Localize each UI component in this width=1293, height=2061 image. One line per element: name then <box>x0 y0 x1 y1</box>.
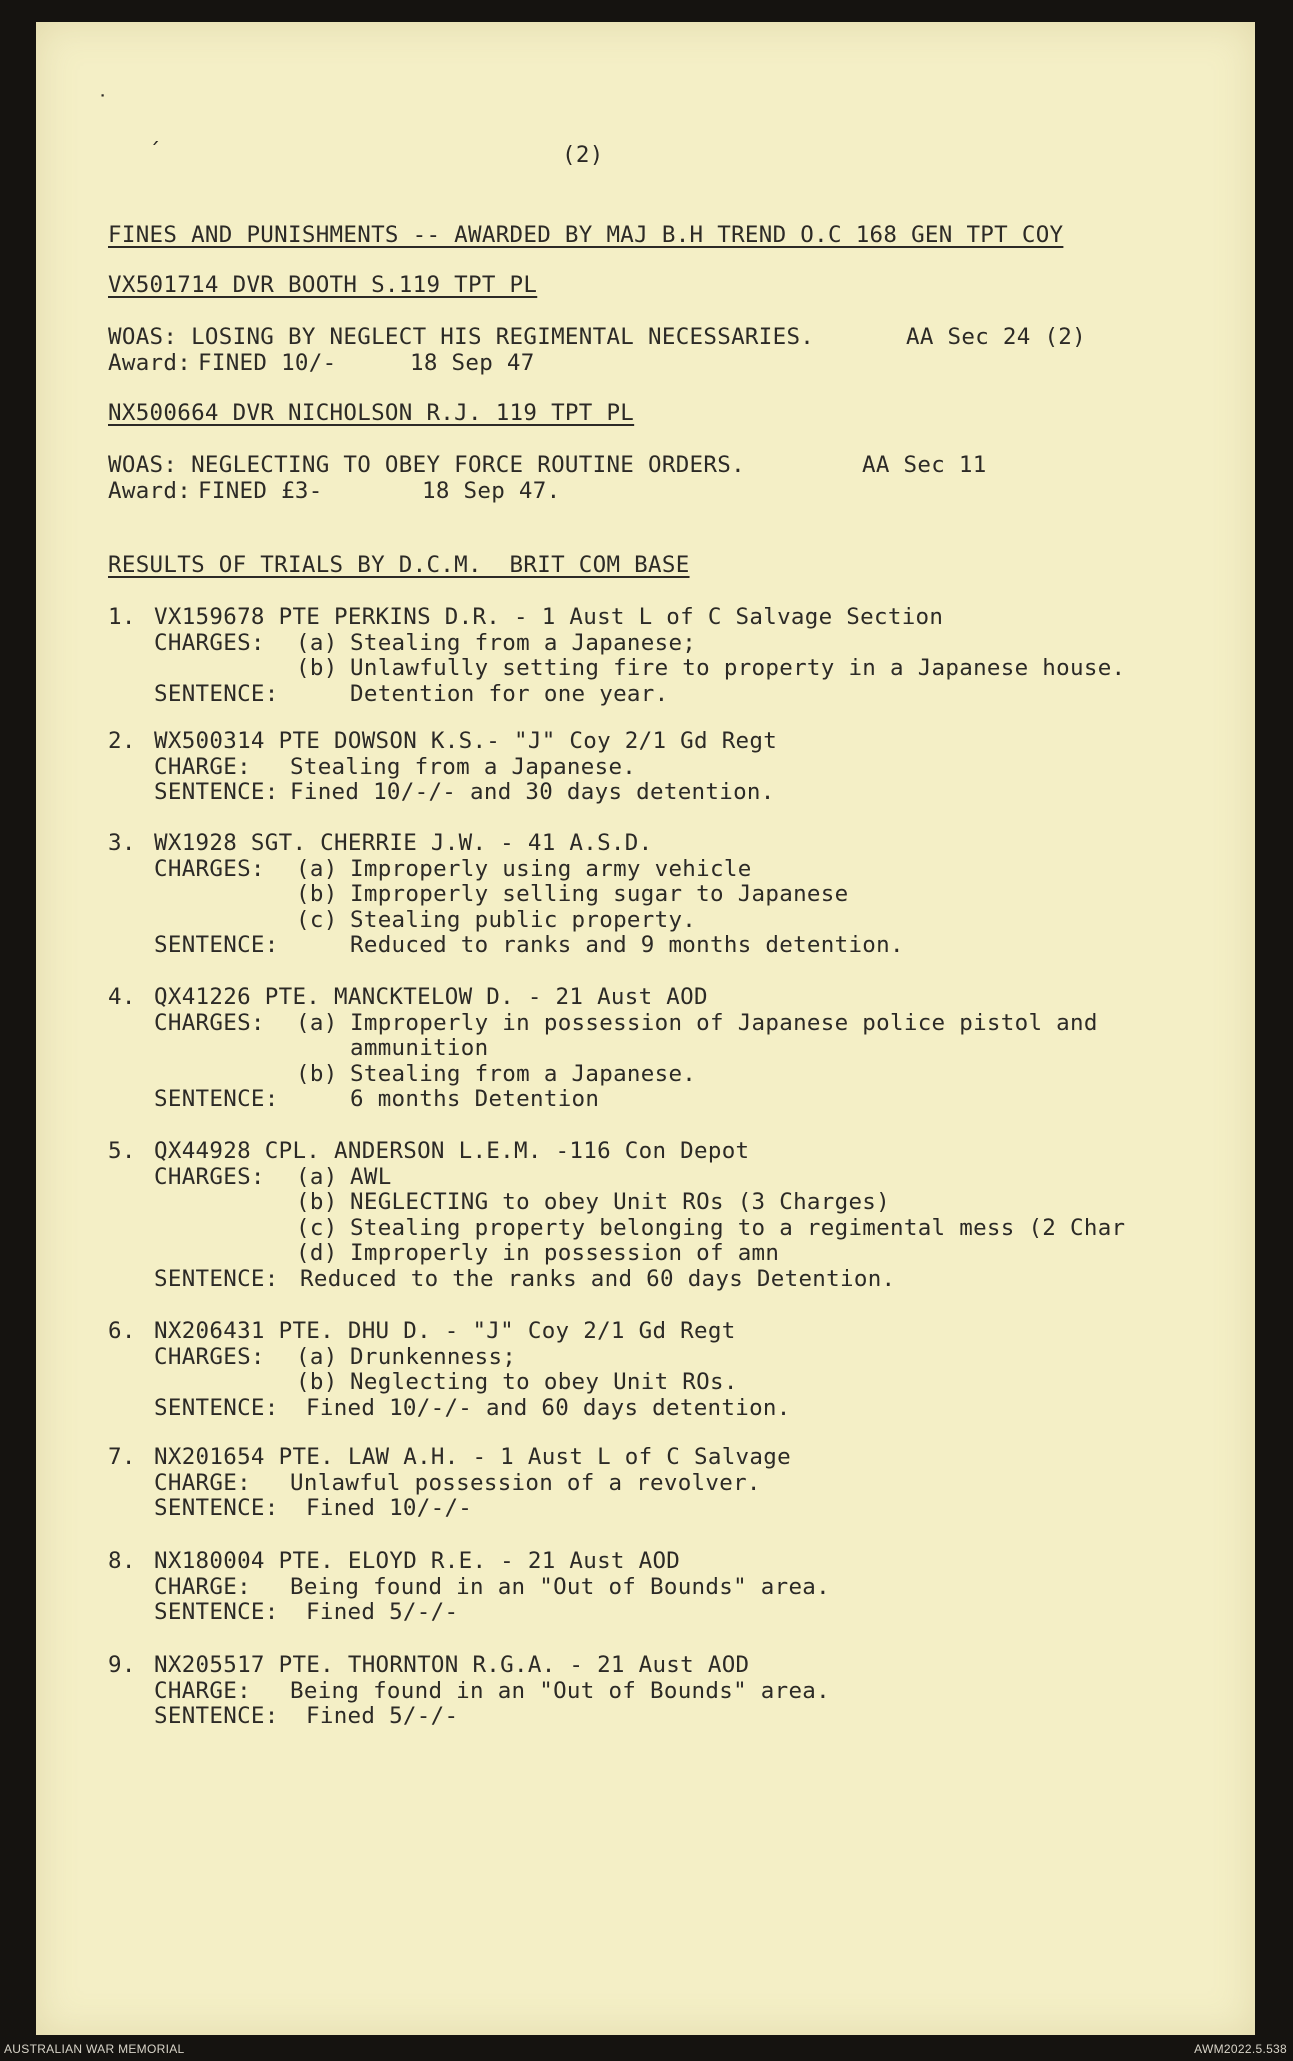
fine-award-label: Award: <box>108 478 192 504</box>
trial-accused: WX1928 SGT. CHERRIE J.W. - 41 A.S.D. <box>154 830 653 856</box>
trial-charge-letter: (c) <box>296 1214 338 1241</box>
trial-charge: Drunkenness; <box>350 1343 517 1370</box>
trial-charge-label: CHARGES: <box>154 629 265 656</box>
trial-charge: Being found in an "Out of Bounds" area. <box>290 1677 830 1704</box>
trial-charge: Improperly in possession of amn <box>350 1240 780 1266</box>
trial-charge: Unlawfully setting fire to property in a Japanese house. <box>350 655 1126 681</box>
trial-charge: Stealing from a Japanese. <box>350 1060 697 1087</box>
trial-charge: Improperly selling sugar to Japanese <box>350 881 849 907</box>
trial-accused: WX500314 PTE DOWSON K.S.- "J" Coy 2/1 Gd Regt <box>154 728 778 754</box>
fine-reference: AA Sec 11 <box>862 452 987 478</box>
trial-accused: NX201654 PTE. LAW A.H. - 1 Aust L of C Salvage <box>154 1444 791 1470</box>
trial-accused: VX159678 PTE PERKINS D.R. - 1 Aust L of C Salvage Section <box>154 604 944 630</box>
trial-number: 4. <box>108 984 136 1010</box>
trial-charge-letter: (b) <box>296 655 338 681</box>
trial-charge-letter: (b) <box>296 881 338 907</box>
trial-charge-letter: (a) <box>296 1009 338 1036</box>
fine-woas: WOAS: LOSING BY NEGLECT HIS REGIMENTAL NECESSARIES. <box>108 324 815 350</box>
trial-accused: NX206431 PTE. DHU D. - "J" Coy 2/1 Gd Regt <box>154 1318 736 1344</box>
trial-charge-letter: (a) <box>296 1163 338 1190</box>
trial-charge-label: CHARGES: <box>154 855 265 882</box>
fine-reference: AA Sec 24 (2) <box>906 324 1086 350</box>
fine-date: 18 Sep 47 <box>410 350 535 376</box>
trial-charge-letter: (d) <box>296 1240 338 1266</box>
trial-charge-label: CHARGES: <box>154 1009 265 1036</box>
trial-sentence: Fined 5/-/- <box>306 1599 459 1625</box>
trial-sentence-label: SENTENCE: <box>154 932 279 958</box>
fine-woas: WOAS: NEGLECTING TO OBEY FORCE ROUTINE ORDERS. <box>108 452 745 478</box>
trial-number: 2. <box>108 728 136 754</box>
fine-soldier: VX501714 DVR BOOTH S.119 TPT PL <box>108 272 538 298</box>
trial-number: 7. <box>108 1444 136 1470</box>
trial-charge-letter: (c) <box>296 906 338 933</box>
trial-accused: QX41226 PTE. MANCKTELOW D. - 21 Aust AOD <box>154 984 708 1010</box>
trial-charge: NEGLECTING to obey Unit ROs (3 Charges) <box>350 1189 890 1215</box>
trial-accused: NX205517 PTE. THORNTON R.G.A. - 21 Aust AOD <box>154 1652 750 1678</box>
trial-charge: Improperly using army vehicle <box>350 855 752 882</box>
fine-date: 18 Sep 47. <box>422 478 561 504</box>
trial-sentence: Reduced to ranks and 9 months detention. <box>350 932 904 958</box>
fine-award: FINED 10/- <box>198 350 337 376</box>
trial-number: 8. <box>108 1548 136 1574</box>
trial-sentence-label: SENTENCE: <box>154 1394 279 1421</box>
trial-number: 3. <box>108 830 136 856</box>
trial-charge: Being found in an "Out of Bounds" area. <box>290 1573 830 1600</box>
trial-sentence: Reduced to the ranks and 60 days Detention. <box>300 1265 896 1292</box>
trial-sentence-label: SENTENCE: <box>154 1495 279 1521</box>
trial-charge-letter: (a) <box>296 855 338 882</box>
trial-charge: Stealing public property. <box>350 906 697 933</box>
trial-charge: Stealing from a Japanese; <box>350 629 697 656</box>
trial-charge: Stealing property belonging to a regimental mess (2 Char <box>350 1214 1126 1241</box>
pencil-mark: ´ <box>148 140 162 165</box>
trial-number: 1. <box>108 604 136 630</box>
fines-heading: FINES AND PUNISHMENTS -- AWARDED BY MAJ B.H TREND O.C 168 GEN TPT COY <box>108 222 1064 248</box>
trial-sentence: Fined 10/-/- <box>306 1495 473 1521</box>
footer-accession-number: AWM2022.5.538 <box>1194 2042 1287 2056</box>
trial-sentence-label: SENTENCE: <box>154 1265 279 1292</box>
trial-charge-label: CHARGES: <box>154 1343 265 1370</box>
trial-charge: Unlawful possession of a revolver. <box>290 1469 761 1496</box>
trial-charge-letter: (b) <box>296 1060 338 1087</box>
trial-charge: Neglecting to obey Unit ROs. <box>350 1369 738 1395</box>
trial-charge-label: CHARGE: <box>154 1469 251 1496</box>
trial-sentence-label: SENTENCE: <box>154 779 279 805</box>
trial-charge-letter: (b) <box>296 1189 338 1215</box>
trial-charge-label: CHARGES: <box>154 1163 265 1190</box>
trial-sentence: Fined 10/-/- and 30 days detention. <box>290 779 775 805</box>
trial-charge-letter: (a) <box>296 629 338 656</box>
trial-number: 6. <box>108 1318 136 1344</box>
trial-sentence: Fined 10/-/- and 60 days detention. <box>306 1394 791 1421</box>
fine-award-label: Award: <box>108 350 192 376</box>
trial-sentence-label: SENTENCE: <box>154 680 279 707</box>
trial-charge: AWL <box>350 1163 392 1190</box>
trial-accused: NX180004 PTE. ELOYD R.E. - 21 Aust AOD <box>154 1548 681 1574</box>
trial-sentence-label: SENTENCE: <box>154 1086 279 1112</box>
trial-sentence: 6 months Detention <box>350 1086 600 1112</box>
fine-soldier: NX500664 DVR NICHOLSON R.J. 119 TPT PL <box>108 400 635 426</box>
trial-sentence: Detention for one year. <box>350 680 669 707</box>
trial-charge-letter: (a) <box>296 1343 338 1370</box>
trials-heading: RESULTS OF TRIALS BY D.C.M. BRIT COM BASE <box>108 552 690 578</box>
trial-charge: ammunition <box>350 1035 489 1061</box>
trial-charge-letter: (b) <box>296 1369 338 1395</box>
pencil-mark: ˙ <box>96 92 110 117</box>
trial-charge-label: CHARGE: <box>154 753 251 780</box>
trial-sentence-label: SENTENCE: <box>154 1599 279 1625</box>
trial-charge: Stealing from a Japanese. <box>290 753 637 780</box>
trial-accused: QX44928 CPL. ANDERSON L.E.M. -116 Con Depot <box>154 1138 750 1164</box>
fine-award: FINED £3- <box>198 478 323 504</box>
page-number: (2) <box>562 142 604 168</box>
trial-charge: Improperly in possession of Japanese police pistol and <box>350 1009 1098 1036</box>
trial-number: 9. <box>108 1652 136 1678</box>
footer-credit: AUSTRALIAN WAR MEMORIAL <box>4 2042 185 2056</box>
trial-charge-label: CHARGE: <box>154 1573 251 1600</box>
trial-number: 5. <box>108 1138 136 1164</box>
trial-sentence: Fined 5/-/- <box>306 1703 459 1729</box>
trial-sentence-label: SENTENCE: <box>154 1703 279 1729</box>
trial-charge-label: CHARGE: <box>154 1677 251 1704</box>
